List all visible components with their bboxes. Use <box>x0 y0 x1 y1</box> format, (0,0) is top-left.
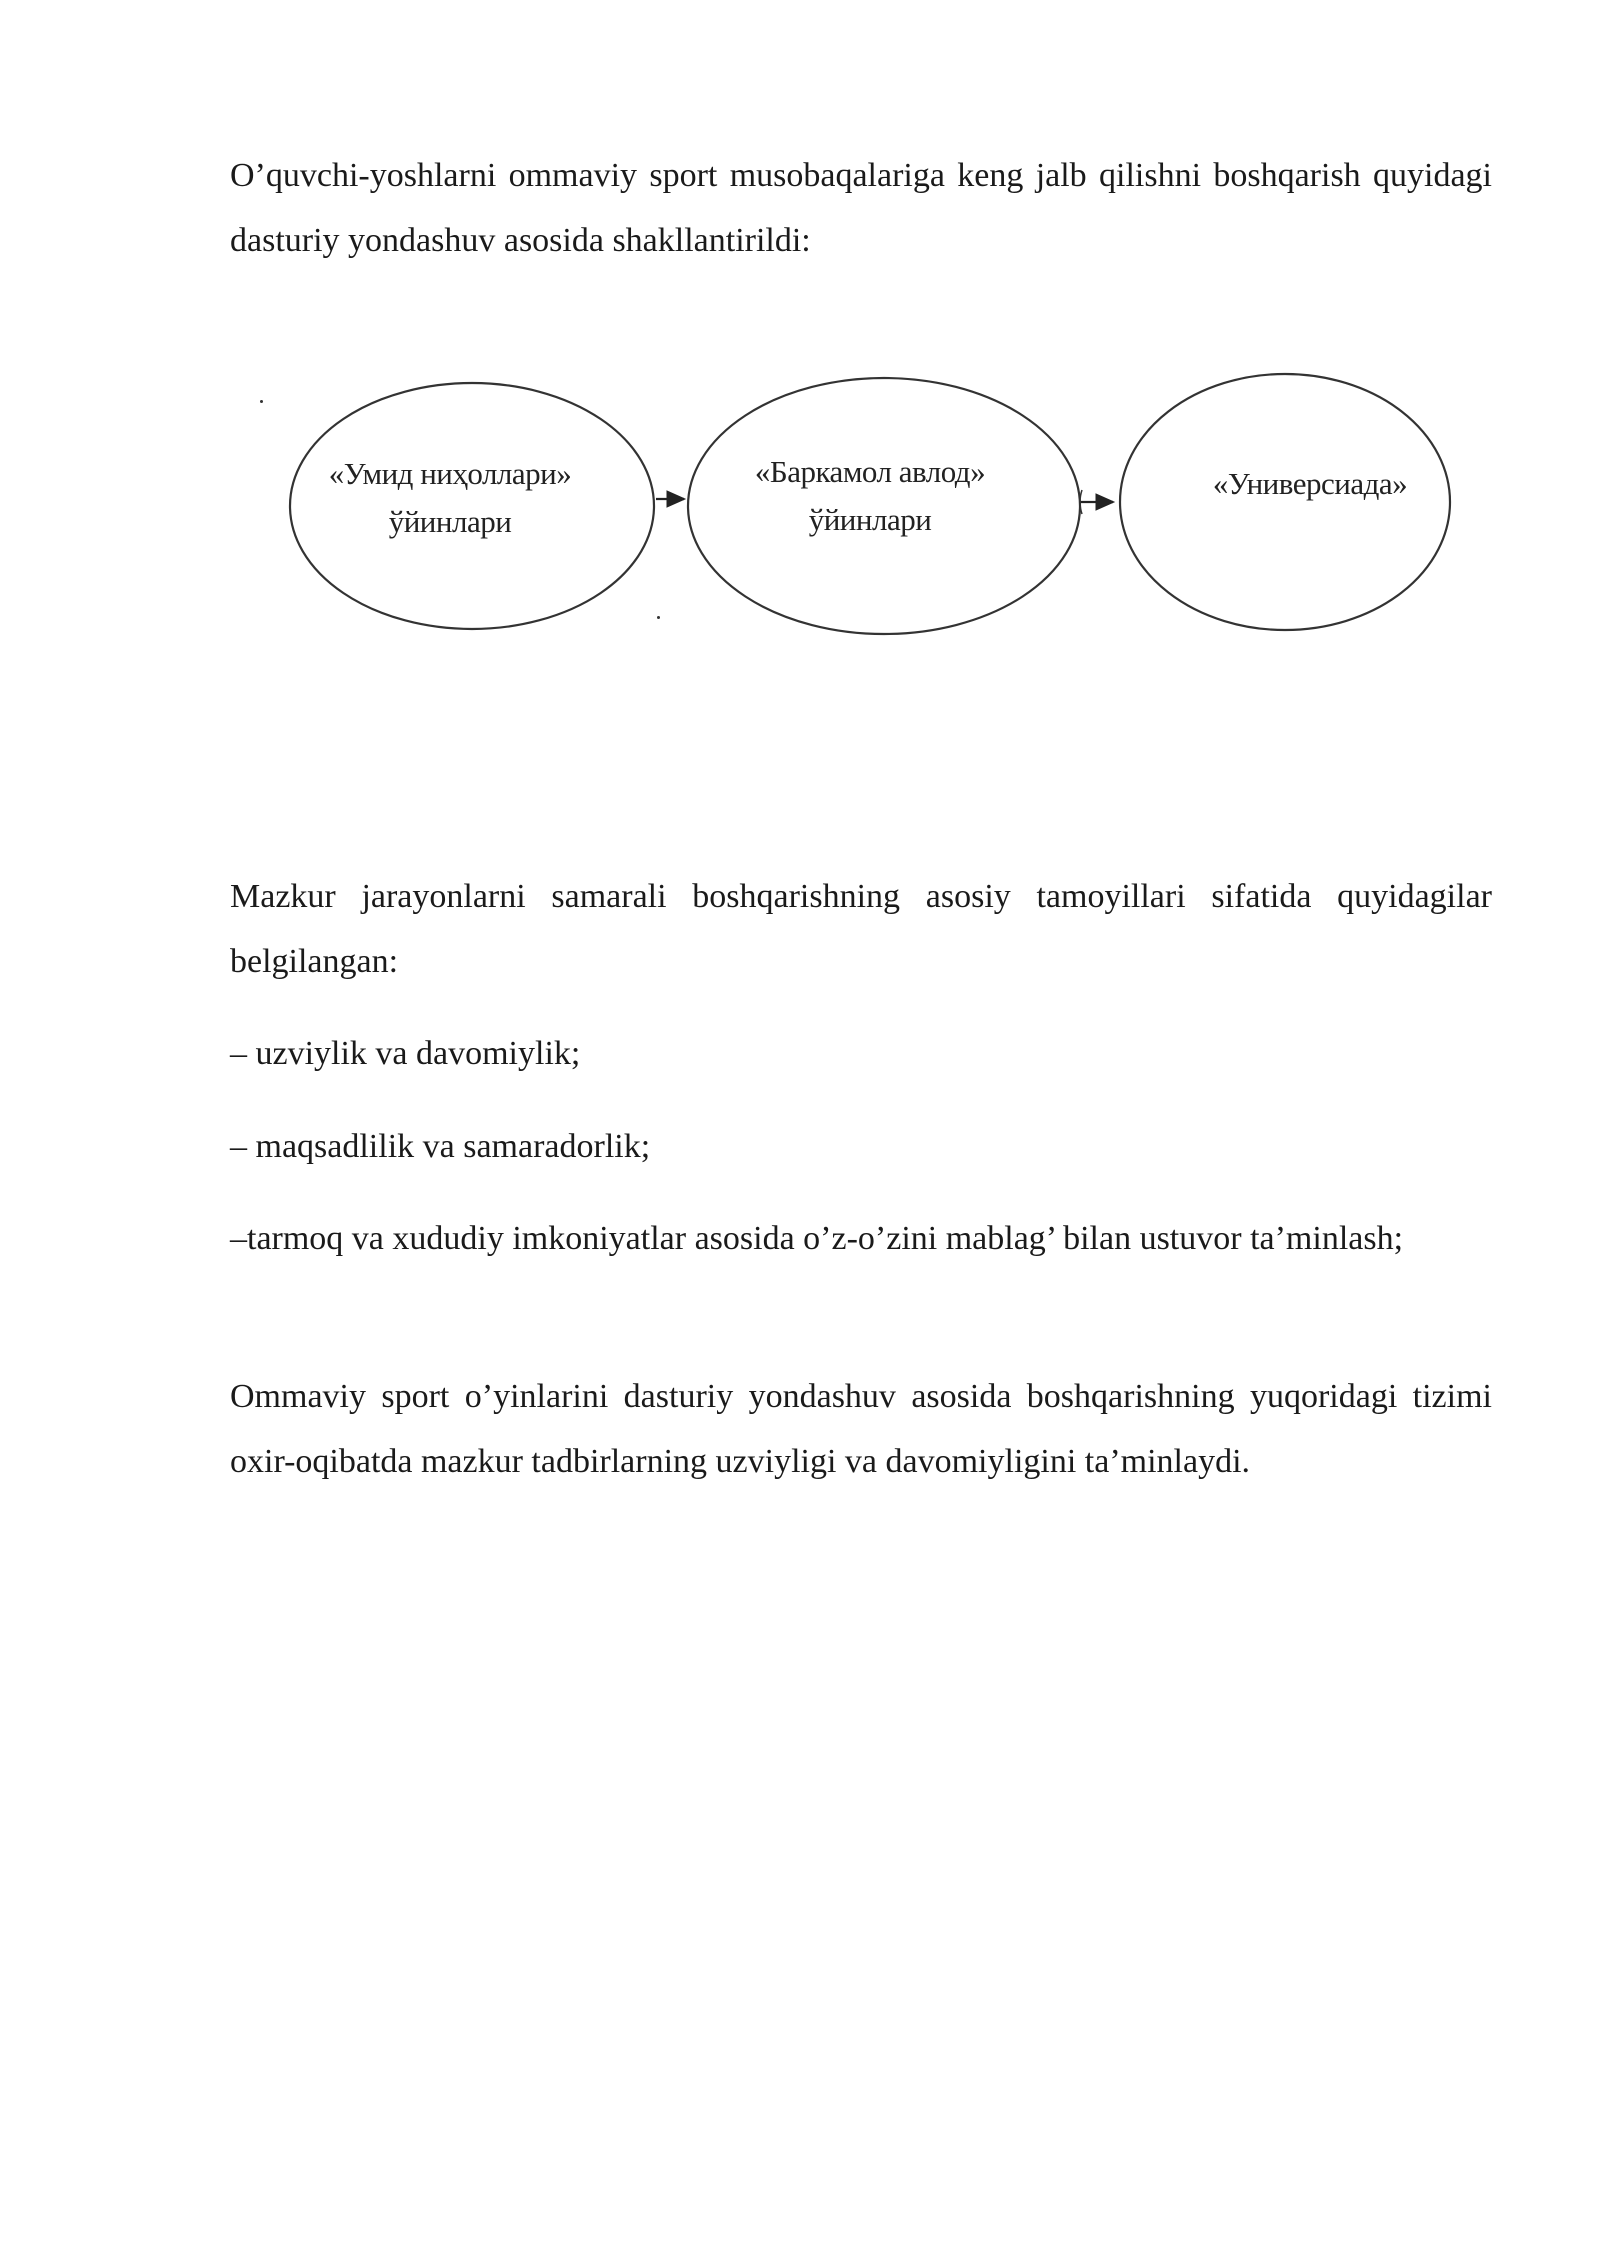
node-label-barkamol-avlod <box>700 448 1040 544</box>
stray-dot <box>657 616 660 619</box>
node-label-umid-nihollari <box>290 450 610 546</box>
node-1-subtitle: ўйинлари <box>388 504 512 539</box>
node-2-subtitle: ўйинлари <box>808 502 932 537</box>
intro-paragraph: O’quvchi-yoshlarni ommaviy sport musobaqalariga keng jalb qilishni boshqarish quyidagi dasturiy yondashuv asosida shakllantirildi: <box>230 157 1492 259</box>
node-2-title: «Баркамол авлод» <box>754 454 986 489</box>
stray-dot <box>260 400 263 403</box>
list-item: – uzviylik va davomiylik; <box>230 1035 581 1072</box>
node-1-title: «Умид ниҳоллари» <box>328 456 572 491</box>
flow-diagram <box>260 360 1460 660</box>
node-label-universiada <box>1150 460 1470 508</box>
principles-intro-paragraph: Mazkur jarayonlarni samarali boshqarishning asosiy tamoyillari sifatida quyidagilar belgilangan: <box>230 878 1492 980</box>
list-item: – maqsadlilik va samaradorlik; <box>230 1128 651 1165</box>
list-item: –tarmoq va xududiy imkoniyatlar asosida o’z-o’zini mablag’ bilan ustuvor ta’minlash; <box>230 1220 1404 1257</box>
conclusion-paragraph: Ommaviy sport o’yinlarini dasturiy yondashuv asosida boshqarishning yuqoridagi tizimi oxir-oqibatda mazkur tadbirlarning uzviyligi va davomiyligini ta’minlaydi. <box>230 1378 1492 1480</box>
node-3-title: «Универсиада» <box>1212 466 1408 501</box>
